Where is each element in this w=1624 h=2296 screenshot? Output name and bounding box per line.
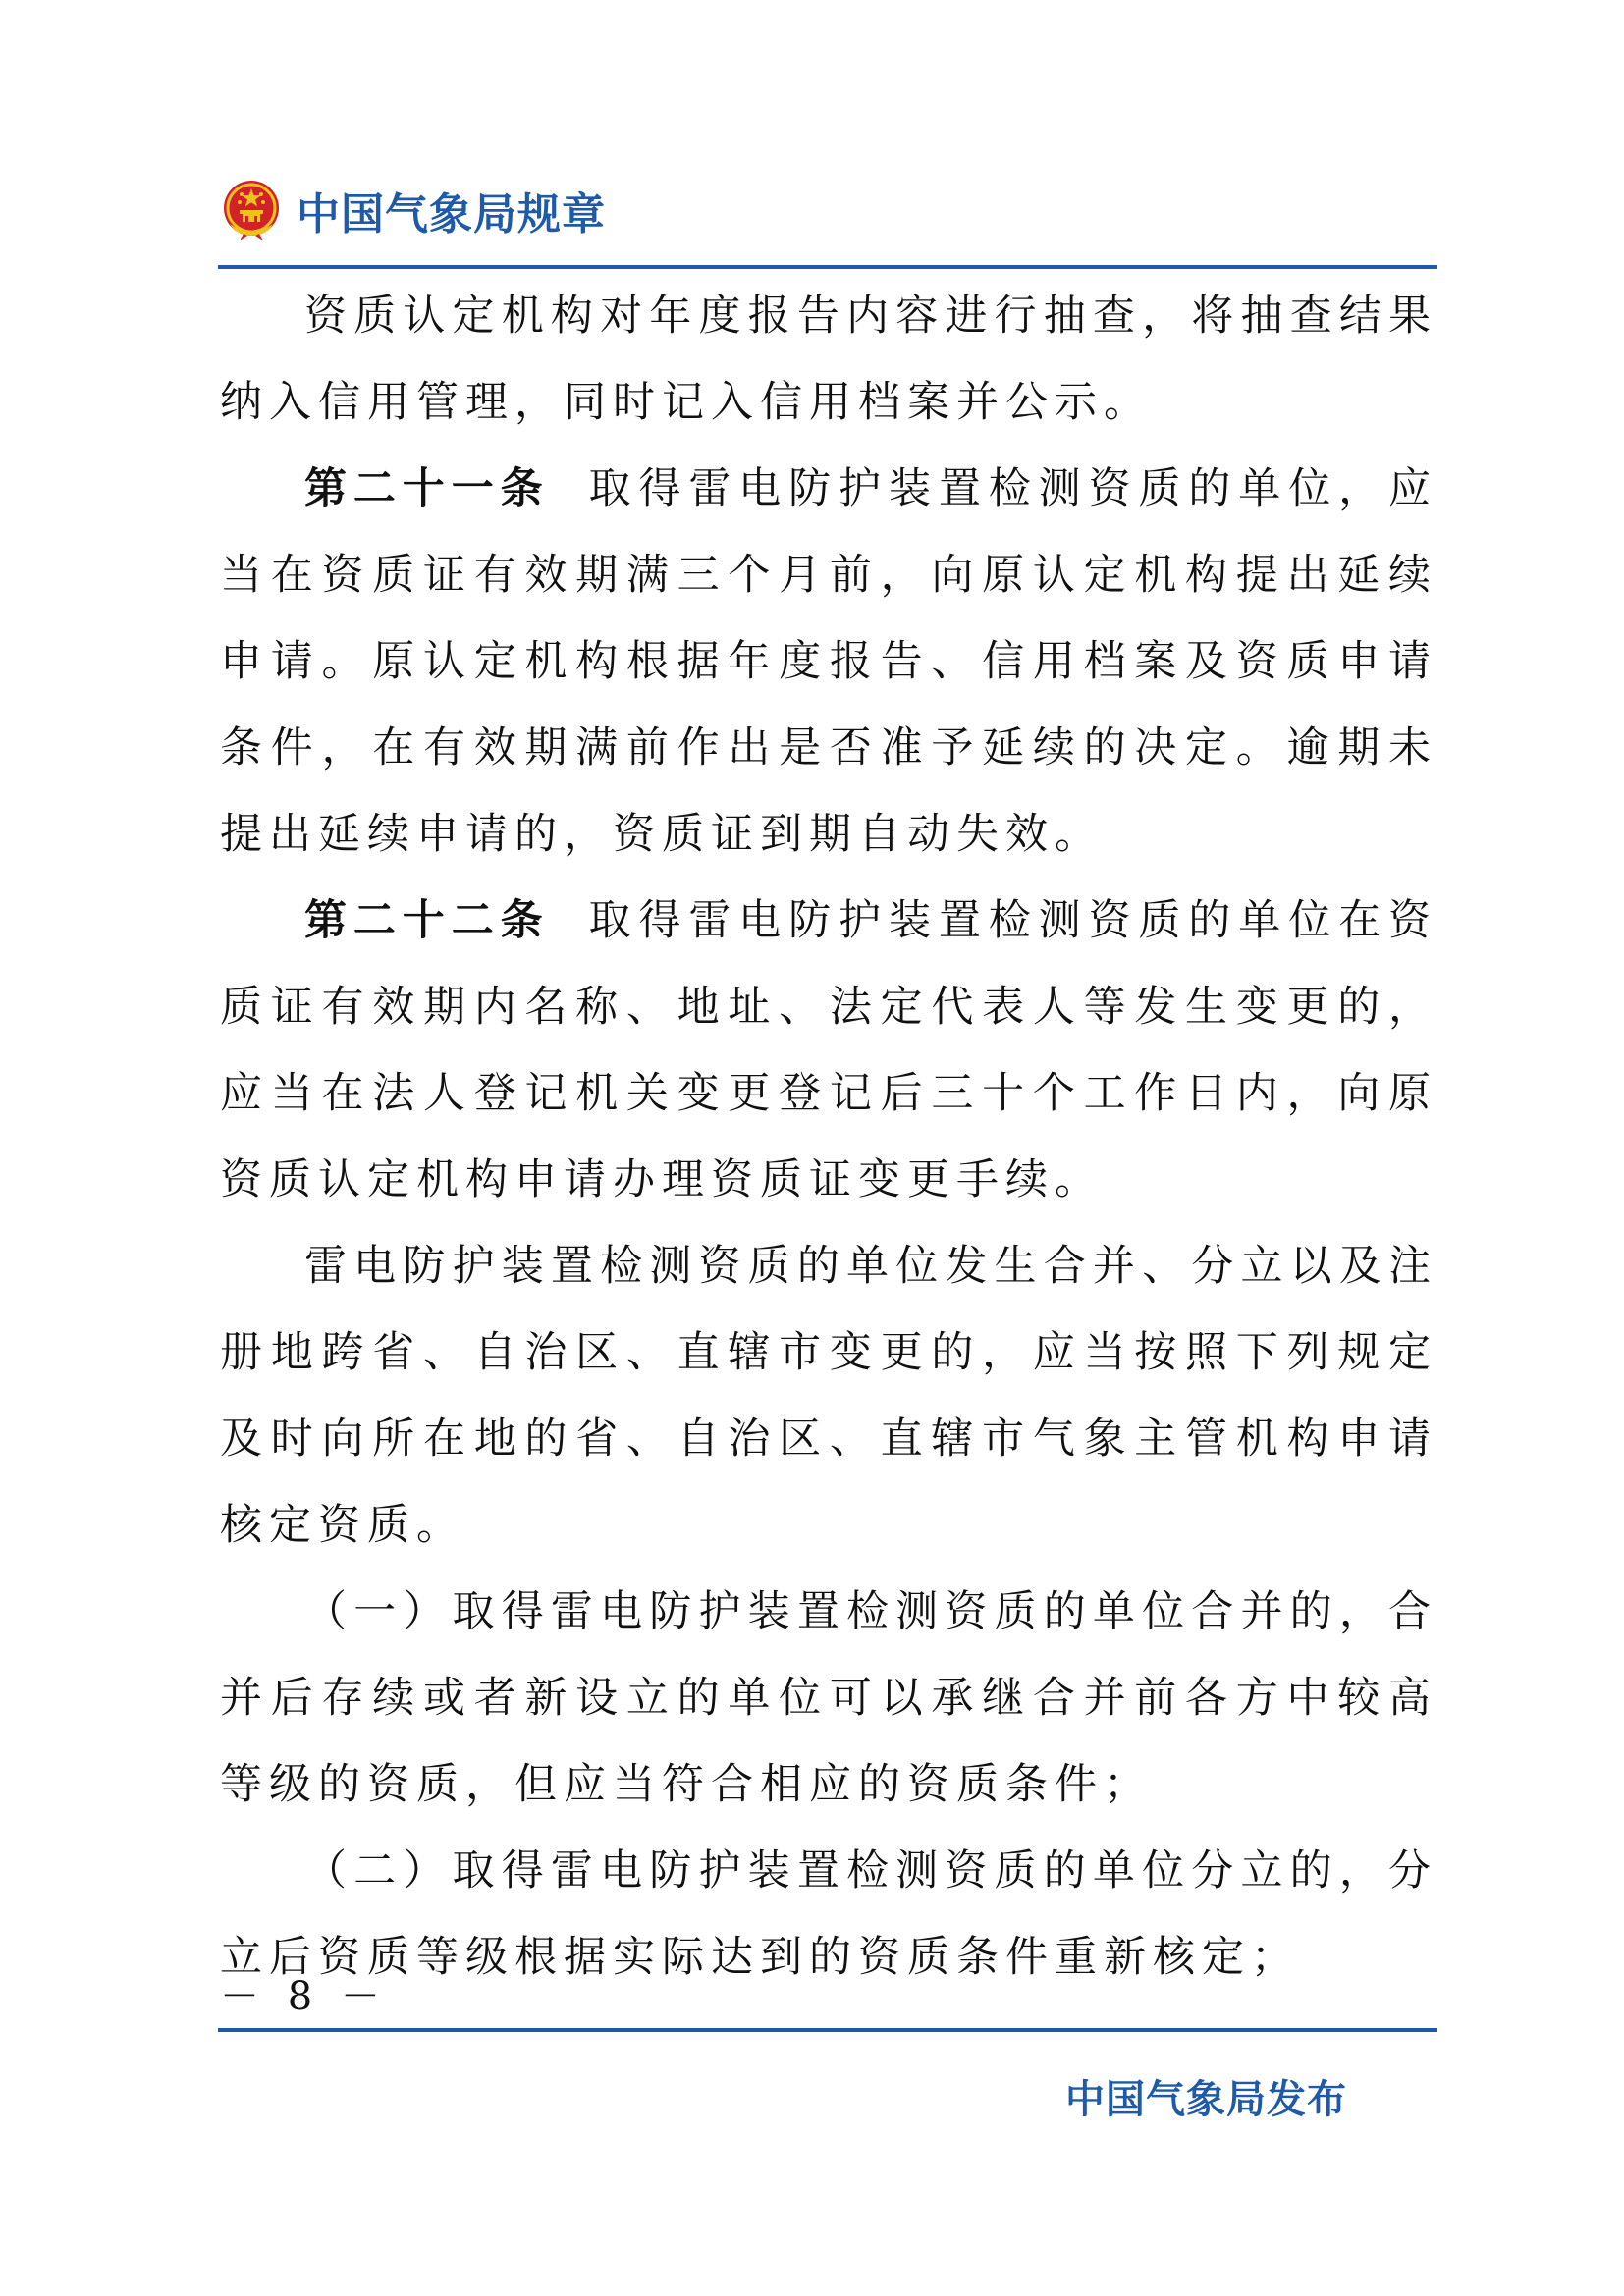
document-body [220, 273, 1437, 2001]
paragraph [220, 1223, 1437, 1569]
header-title: 中国气象局规章 [297, 189, 606, 240]
page-number: － 8 － [220, 1974, 388, 2019]
list-item-paragraph [220, 1828, 1437, 2001]
list-item-paragraph [220, 1569, 1437, 1828]
header-divider [218, 265, 1437, 269]
paragraph-text: （二）取得雷电防护装置检测资质的单位分立的，分立后资质等级根据实际达到的资质条件重新核定； [220, 1846, 1437, 1982]
paragraph-text: 取得雷电防护装置检测资质的单位，应当在资质证有效期满三个月前，向原认定机构提出延续申请。原认定机构根据年度报告、信用档案及资质申请条件，在有效期满前作出是否准予延续的决定。逾期未提出延续申请的，资质证到期自动失效。 [220, 464, 1438, 859]
footer-divider [218, 2028, 1437, 2032]
article-heading: 第二十二条 [304, 896, 550, 945]
article-paragraph [220, 878, 1437, 1223]
page-header [220, 171, 606, 249]
paragraph-text: 雷电防护装置检测资质的单位发生合并、分立以及注册地跨省、自治区、直辖市变更的，应当按照下列规定及时向所在地的省、自治区、直辖市气象主管机构申请核定资质。 [220, 1242, 1437, 1550]
paragraph-text: （一）取得雷电防护装置检测资质的单位合并的，合并后存续或者新设立的单位可以承继合并前各方中较高等级的资质，但应当符合相应的资质条件； [220, 1587, 1437, 1809]
article-paragraph [220, 446, 1437, 878]
paragraph [220, 273, 1437, 446]
paragraph-text: 取得雷电防护装置检测资质的单位在资质证有效期内名称、地址、法定代表人等发生变更的，应当在法人登记机关变更登记后三十个工作日内，向原资质认定机构申请办理资质证变更手续。 [220, 896, 1438, 1204]
article-heading: 第二十一条 [304, 464, 550, 513]
national-emblem-icon [220, 179, 283, 241]
footer-publisher: 中国气象局发布 [1065, 2077, 1347, 2122]
paragraph-text: 资质认定机构对年度报告内容进行抽查，将抽查结果纳入信用管理，同时记入信用档案并公示。 [220, 292, 1437, 427]
